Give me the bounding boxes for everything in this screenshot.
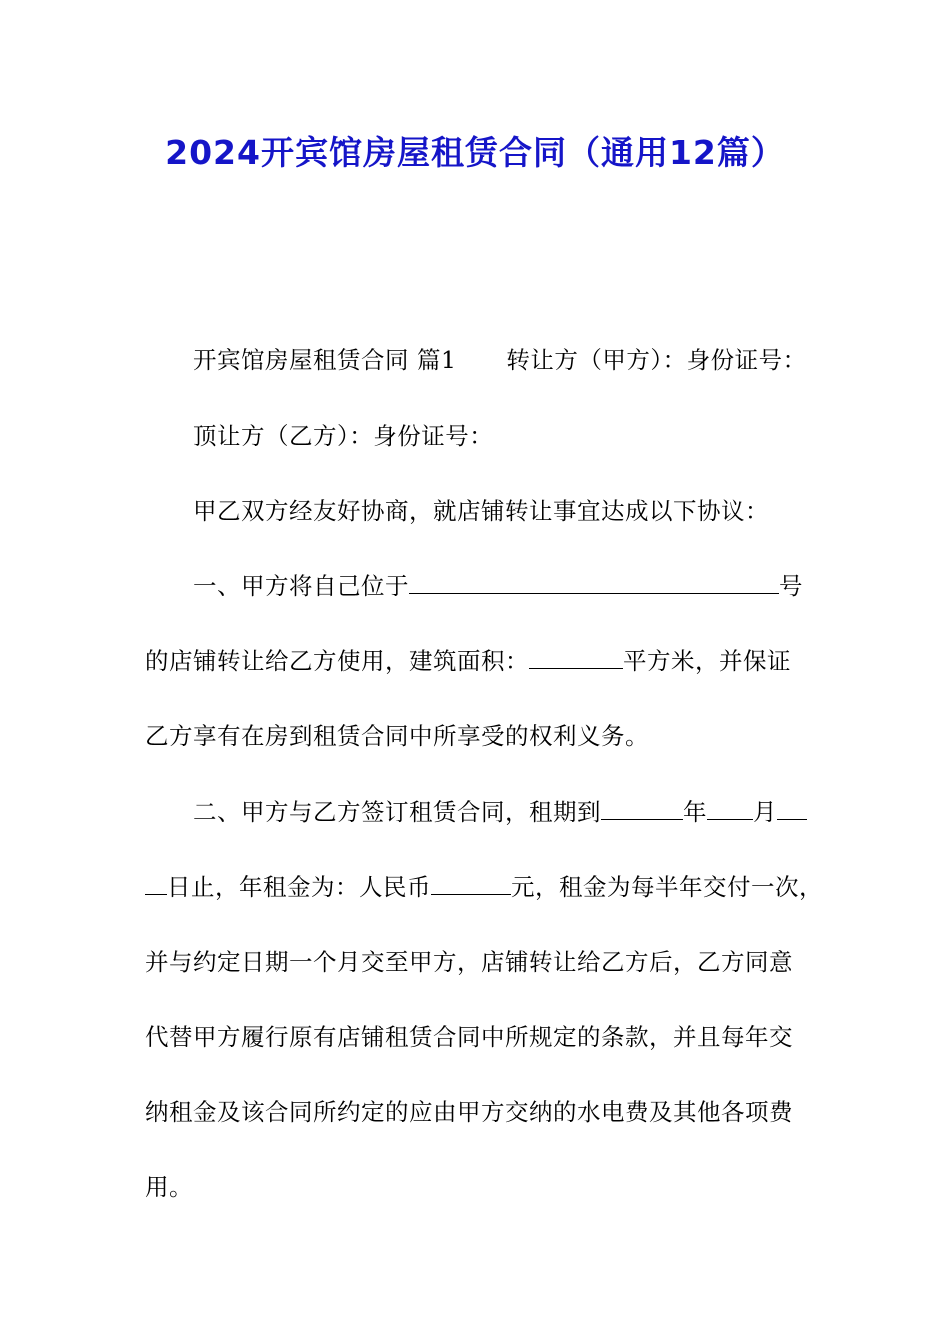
clause-text: 一、甲方将自己位于 [193,572,409,600]
paragraph-line [145,718,649,754]
paragraph-line [193,568,803,604]
clause-text: 代替甲方履行原有店铺租赁合同中所规定的条款，并且每年交 [145,1023,793,1051]
paragraph-line [145,869,823,905]
paragraph-line [193,418,493,454]
paragraph-line [145,643,791,679]
year-blank [601,797,683,820]
area-blank [529,646,623,669]
paragraph-line [193,493,769,529]
clause-text: 号 [779,572,803,600]
address-blank [409,571,779,594]
section-heading: 开宾馆房屋租赁合同 篇1 [193,346,457,374]
document-title: 2024开宾馆房屋租赁合同（通用12篇） [165,133,785,172]
paragraph-line [145,1094,793,1130]
paragraph-line [145,1019,793,1055]
party-b-label: 顶让方（乙方）：身份证号： [193,422,494,450]
paragraph-line [145,1169,193,1205]
party-a-label: 转让方（甲方）：身份证号： [506,346,807,374]
clause-text: 月 [753,798,777,826]
clause-text: 年 [683,798,707,826]
clause-text: 二、甲方与乙方签订租赁合同，租期到 [193,798,601,826]
paragraph-line [193,794,807,830]
clause-text: 并与约定日期一个月交至甲方，店铺转让给乙方后，乙方同意 [145,948,793,976]
month-blank [707,797,753,820]
clause-text: 纳租金及该合同所约定的应由甲方交纳的水电费及其他各项费 [145,1098,793,1126]
clause-text: 的店铺转让给乙方使用，建筑面积： [145,647,529,675]
clause-text: 乙方享有在房到租赁合同中所享受的权利义务。 [145,722,649,750]
day-blank-cont [145,872,167,895]
rent-blank [431,872,511,895]
paragraph-line [145,944,793,980]
clause-text: 日止，年租金为：人民币 [167,873,431,901]
clause-text: 用。 [145,1173,193,1201]
paragraph-line [193,342,807,378]
day-blank [777,797,807,820]
clause-text: 元，租金为每半年交付一次， [511,873,823,901]
clause-text: 平方米，并保证 [623,647,791,675]
intro-text: 甲乙双方经友好协商，就店铺转让事宜达成以下协议： [193,497,769,525]
